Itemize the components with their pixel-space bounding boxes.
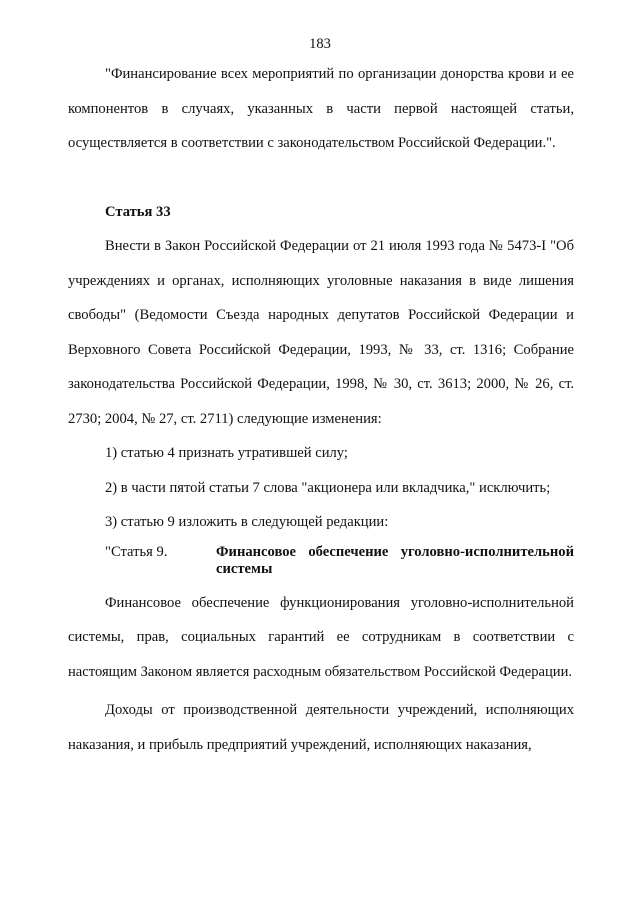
list-item: 3) статью 9 изложить в следующей редакции:	[105, 514, 389, 530]
paragraph-donor-financing: "Финансирование всех мероприятий по организации донорства крови и ее компонентов в случаях, указанных в части первой настоящей статьи, осуществляется в соответствии с законодательством Российской Федерации.".	[68, 66, 574, 151]
document-body	[68, 57, 574, 762]
list-item: 1) статью 4 признать утратившей силу;	[105, 445, 348, 461]
article-33-intro: Внести в Закон Российской Федерации от 21 июля 1993 года № 5473-I "Об учреждениях и органах, исполняющих уголовные наказания в виде лишения свободы" (Ведомости Съезда народных депутатов Российской Федерации и Верховного Совета Российской Федерации, 1993, № 33, ст. 1316; Собрание законодательства Российской Федерации, 1998, № 30, ст. 3613; 2000, № 26, ст. 2730; 2004, № 27, ст. 2711) следующие изменения:	[68, 238, 574, 427]
article-9-title	[216, 544, 574, 578]
list-item: 2) в части пятой статьи 7 слова "акционера или вкладчика," исключить;	[105, 479, 551, 496]
article-9-paragraph: Финансовое обеспечение функционирования уголовно-исполнительной системы, прав, социальных гарантий ее сотрудникам в соответствии с настоящим Законом является расходным обязательством Российской Федерации.	[68, 594, 574, 680]
article-9-title-line: системы	[216, 560, 273, 577]
article-33-heading: Статья 33	[105, 203, 171, 220]
article-9-label: "Статья 9.	[105, 543, 168, 560]
article-9-title-line: Финансовое обеспечение уголовно-исполнительной	[216, 543, 574, 560]
article-9-heading	[105, 544, 574, 578]
spacer	[68, 161, 574, 195]
article-9-paragraph: Доходы от производственной деятельности учреждений, исполняющих наказания, и прибыль предприятий учреждений, исполняющих наказания,	[68, 702, 574, 753]
page-number: 183	[309, 36, 331, 52]
